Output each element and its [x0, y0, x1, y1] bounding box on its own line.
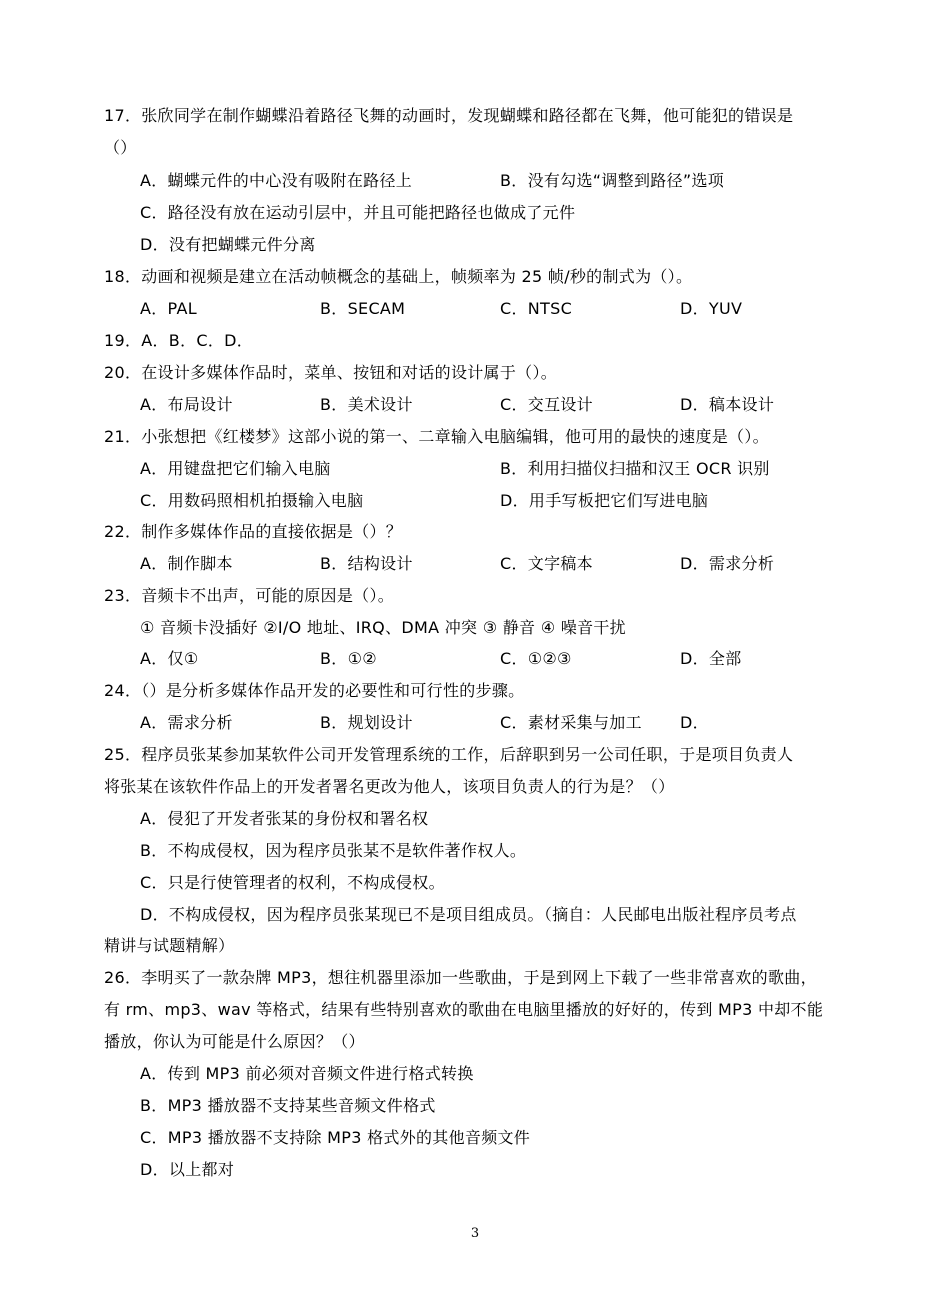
- question-21-options-row-1: [140, 458, 900, 480]
- question-26-option-c: C．MP3 播放器不支持除 MP3 格式外的其他音频文件: [140, 1128, 531, 1147]
- question-26-option-d: D．以上都对: [140, 1160, 235, 1179]
- question-24-option-c: C．素材采集与加工: [500, 713, 642, 732]
- question-20-option-c: C．交互设计: [500, 395, 593, 414]
- question-19-stem: 19．A．B．C．D．: [104, 331, 254, 350]
- question-21-option-c: C．用数码照相机拍摄输入电脑: [140, 491, 364, 510]
- question-25-stem-line-2: 将张某在该软件作品上的开发者署名更改为他人，该项目负责人的行为是？（）: [104, 777, 675, 796]
- question-25-option-d-continued: 精讲与试题精解）: [104, 936, 235, 955]
- question-26-stem-line-1: 26．李明买了一款杂牌 MP3，想往机器里添加一些歌曲，于是到网上下载了一些非常喜欢的歌曲，: [104, 968, 817, 987]
- question-24-options-row: [140, 712, 900, 734]
- question-20-options-row: [140, 394, 900, 416]
- question-25-option-b: B．不构成侵权，因为程序员张某不是软件著作权人。: [140, 841, 527, 860]
- question-25-option-a: A．侵犯了开发者张某的身份权和署名权: [140, 809, 429, 828]
- question-22-option-a: A．制作脚本: [140, 554, 233, 573]
- question-24-stem: 24．（）是分析多媒体作品开发的必要性和可行性的步骤。: [104, 681, 525, 700]
- question-21-option-a: A．用键盘把它们输入电脑: [140, 459, 331, 478]
- question-18-stem: 18．动画和视频是建立在活动帧概念的基础上，帧频率为 25 帧/秒的制式为（）。: [104, 267, 693, 286]
- question-24-option-a: A．需求分析: [140, 713, 233, 732]
- question-20-option-b: B．美术设计: [320, 395, 413, 414]
- question-17-option-d: D．没有把蝴蝶元件分离: [140, 235, 316, 254]
- question-26-option-a: A．传到 MP3 前必须对音频文件进行格式转换: [140, 1064, 474, 1083]
- question-21-option-b: B．利用扫描仪扫描和汉王 OCR 识别: [500, 459, 770, 478]
- question-17-stem-line-2: （）: [104, 138, 137, 157]
- question-25-stem-line-1: 25．程序员张某参加某软件公司开发管理系统的工作，后辞职到另一公司任职，于是项目负责人: [104, 745, 794, 764]
- question-22-option-b: B．结构设计: [320, 554, 413, 573]
- question-17-option-c: C．路径没有放在运动引层中，并且可能把路径也做成了元件: [140, 203, 576, 222]
- question-21-stem: 21．小张想把《红楼梦》这部小说的第一、二章输入电脑编辑，他可用的最快的速度是（）。: [104, 427, 769, 446]
- question-17-option-a: A．蝴蝶元件的中心没有吸附在路径上: [140, 171, 413, 190]
- question-21-option-d: D．用手写板把它们写进电脑: [500, 491, 709, 510]
- question-18-option-a: A．PAL: [140, 299, 197, 318]
- question-17-stem-line-1: 17．张欣同学在制作蝴蝶沿着路径飞舞的动画时，发现蝴蝶和路径都在飞舞，他可能犯的错误是: [104, 106, 794, 125]
- question-25-option-d: D．不构成侵权，因为程序员张某现已不是项目组成员。（摘自：人民邮电出版社程序员考点: [140, 905, 797, 924]
- question-23-conditions: ① 音频卡没插好 ②I/O 地址、IRQ、DMA 冲突 ③ 静音 ④ 噪音干扰: [140, 618, 626, 637]
- question-18-options-row: [140, 298, 900, 320]
- question-22-stem: 22．制作多媒体作品的直接依据是（）？: [104, 522, 403, 541]
- question-20-stem: 20．在设计多媒体作品时，菜单、按钮和对话的设计属于（）。: [104, 363, 558, 382]
- question-20-option-d: D．稿本设计: [680, 395, 775, 414]
- question-18-option-d: D．YUV: [680, 299, 743, 318]
- question-21-options-row-2: [140, 490, 900, 512]
- question-17-option-b: B．没有勾选“调整到路径”选项: [500, 171, 725, 190]
- question-26-stem-line-3: 播放，你认为可能是什么原因？（）: [104, 1032, 365, 1051]
- question-23-stem: 23．音频卡不出声，可能的原因是（）。: [104, 586, 395, 605]
- question-23-options-row: [140, 648, 900, 670]
- question-22-option-d: D．需求分析: [680, 554, 775, 573]
- question-23-option-c: C．①②③: [500, 649, 572, 668]
- question-23-option-b: B．①②: [320, 649, 377, 668]
- question-22-option-c: C．文字稿本: [500, 554, 593, 573]
- question-24-option-d: D．: [680, 713, 709, 732]
- question-17-options-row-1: [140, 170, 900, 192]
- question-23-option-d: D．全部: [680, 649, 742, 668]
- question-18-option-b: B．SECAM: [320, 299, 406, 318]
- page-number: 3: [470, 1226, 480, 1241]
- question-26-option-b: B．MP3 播放器不支持某些音频文件格式: [140, 1096, 436, 1115]
- question-20-option-a: A．布局设计: [140, 395, 233, 414]
- question-24-option-b: B．规划设计: [320, 713, 413, 732]
- question-26-stem-line-2: 有 rm、mp3、wav 等格式，结果有些特别喜欢的歌曲在电脑里播放的好好的，传到 MP3 中却不能: [104, 1000, 824, 1019]
- question-22-options-row: [140, 553, 900, 575]
- question-25-option-c: C．只是行使管理者的权利，不构成侵权。: [140, 873, 445, 892]
- question-23-option-a: A．仅①: [140, 649, 199, 668]
- question-18-option-c: C．NTSC: [500, 299, 573, 318]
